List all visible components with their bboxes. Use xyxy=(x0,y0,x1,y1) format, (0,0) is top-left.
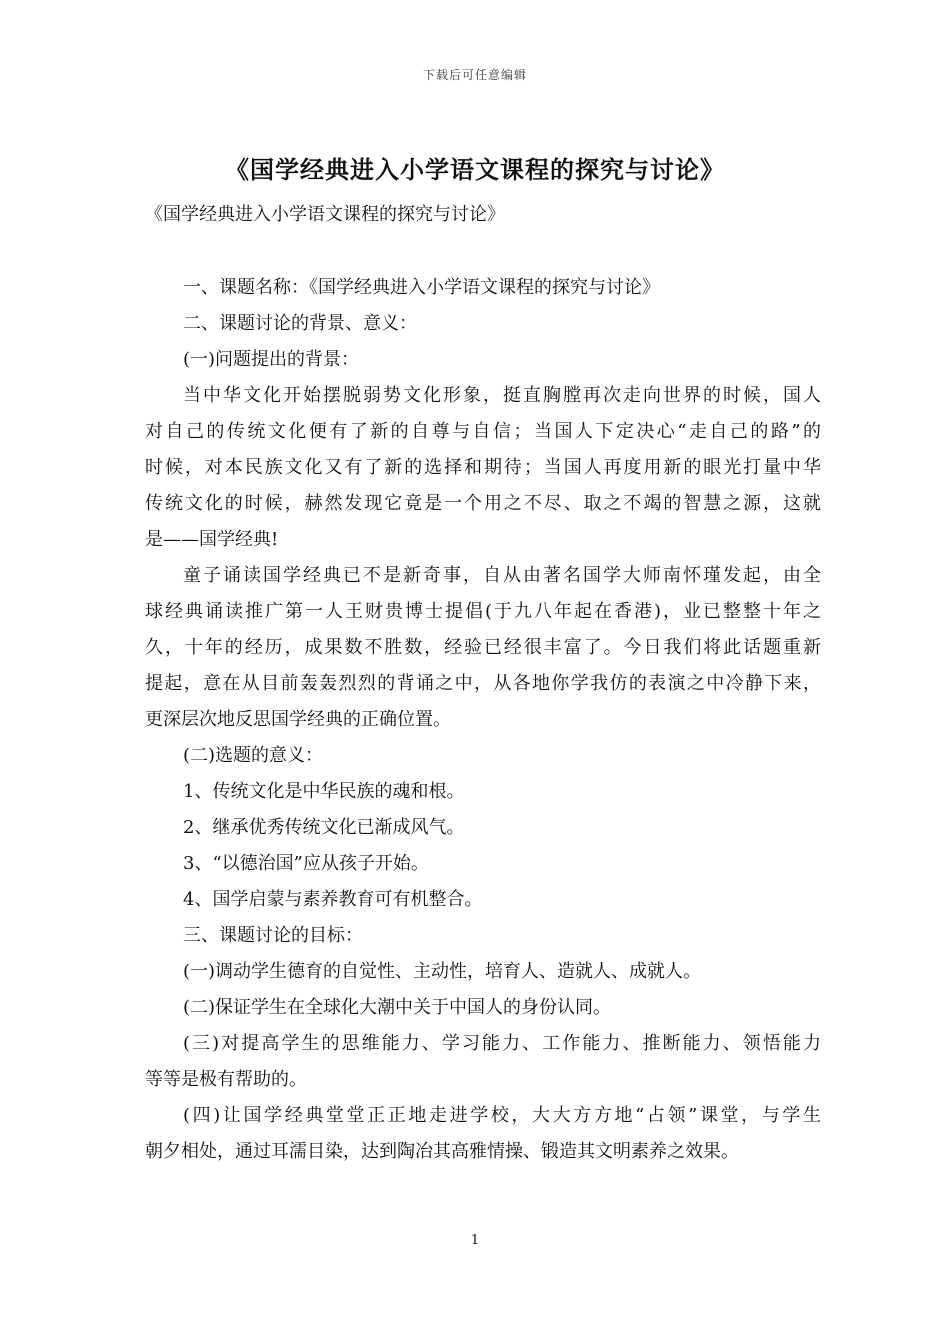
subheading-problem-background: (一)问题提出的背景： xyxy=(183,349,360,370)
paragraph-line: 对自己的传统文化便有了新的自尊与自信；当国人下定决心“走自己的路”的 xyxy=(145,421,821,442)
list-item: 2、继承优秀传统文化已渐成风气。 xyxy=(183,817,465,838)
goal-item-continued: 等等是极有帮助的。 xyxy=(145,1069,307,1090)
section-heading-goals: 三、课题讨论的目标： xyxy=(183,925,363,946)
goal-item: (一)调动学生德育的自觉性、主动性，培育人、造就人、成就人。 xyxy=(183,961,702,982)
goal-item: (三)对提高学生的思维能力、学习能力、工作能力、推断能力、领悟能力 xyxy=(183,1033,821,1054)
goal-item: (二)保证学生在全球化大潮中关于中国人的身份认同。 xyxy=(183,997,612,1018)
list-item: 4、国学启蒙与素养教育可有机整合。 xyxy=(183,889,483,910)
section-heading-background: 二、课题讨论的背景、意义： xyxy=(183,313,417,334)
document-body xyxy=(145,270,821,1170)
goal-item-continued: 朝夕相处，通过耳濡目染，达到陶冶其高雅情操、锻造其文明素养之效果。 xyxy=(145,1141,739,1162)
paragraph-line: 提起，意在从目前轰轰烈烈的背诵之中，从各地你学我仿的表演之中冷静下来， xyxy=(145,673,821,694)
paragraph-line: 球经典诵读推广第一人王财贵博士提倡(于九八年起在香港)，业已整整十年之 xyxy=(145,601,821,622)
paragraph-line: 久，十年的经历，成果数不胜数，经验已经很丰富了。今日我们将此话题重新 xyxy=(145,637,821,658)
document-title: 《国学经典进入小学语文课程的探究与讨论》 xyxy=(225,155,725,184)
paragraph-line: 是——国学经典! xyxy=(145,529,279,550)
goal-item: (四)让国学经典堂堂正正地走进学校，大大方方地“占领”课堂，与学生 xyxy=(183,1105,821,1126)
subheading-significance: (二)选题的意义： xyxy=(183,745,324,766)
page-number: 1 xyxy=(470,1233,480,1248)
list-item: 1、传统文化是中华民族的魂和根。 xyxy=(183,781,465,802)
paragraph-line: 时候，对本民族文化又有了新的选择和期待；当国人再度用新的眼光打量中华 xyxy=(145,457,821,478)
paragraph-line: 更深层次地反思国学经典的正确位置。 xyxy=(145,709,451,730)
paragraph-line: 传统文化的时候，赫然发现它竟是一个用之不尽、取之不竭的智慧之源，这就 xyxy=(145,493,821,514)
paragraph-line: 童子诵读国学经典已不是新奇事，自从由著名国学大师南怀瑾发起，由全 xyxy=(183,565,821,586)
section-heading-topic: 一、课题名称：《国学经典进入小学语文课程的探究与讨论》 xyxy=(183,277,660,298)
paragraph-line: 当中华文化开始摆脱弱势文化形象，挺直胸膛再次走向世界的时候，国人 xyxy=(183,385,821,406)
header-note: 下载后可任意编辑 xyxy=(422,68,527,82)
list-item: 3、“以德治国”应从孩子开始。 xyxy=(183,853,429,874)
document-subtitle: 《国学经典进入小学语文课程的探究与讨论》 xyxy=(145,204,505,225)
